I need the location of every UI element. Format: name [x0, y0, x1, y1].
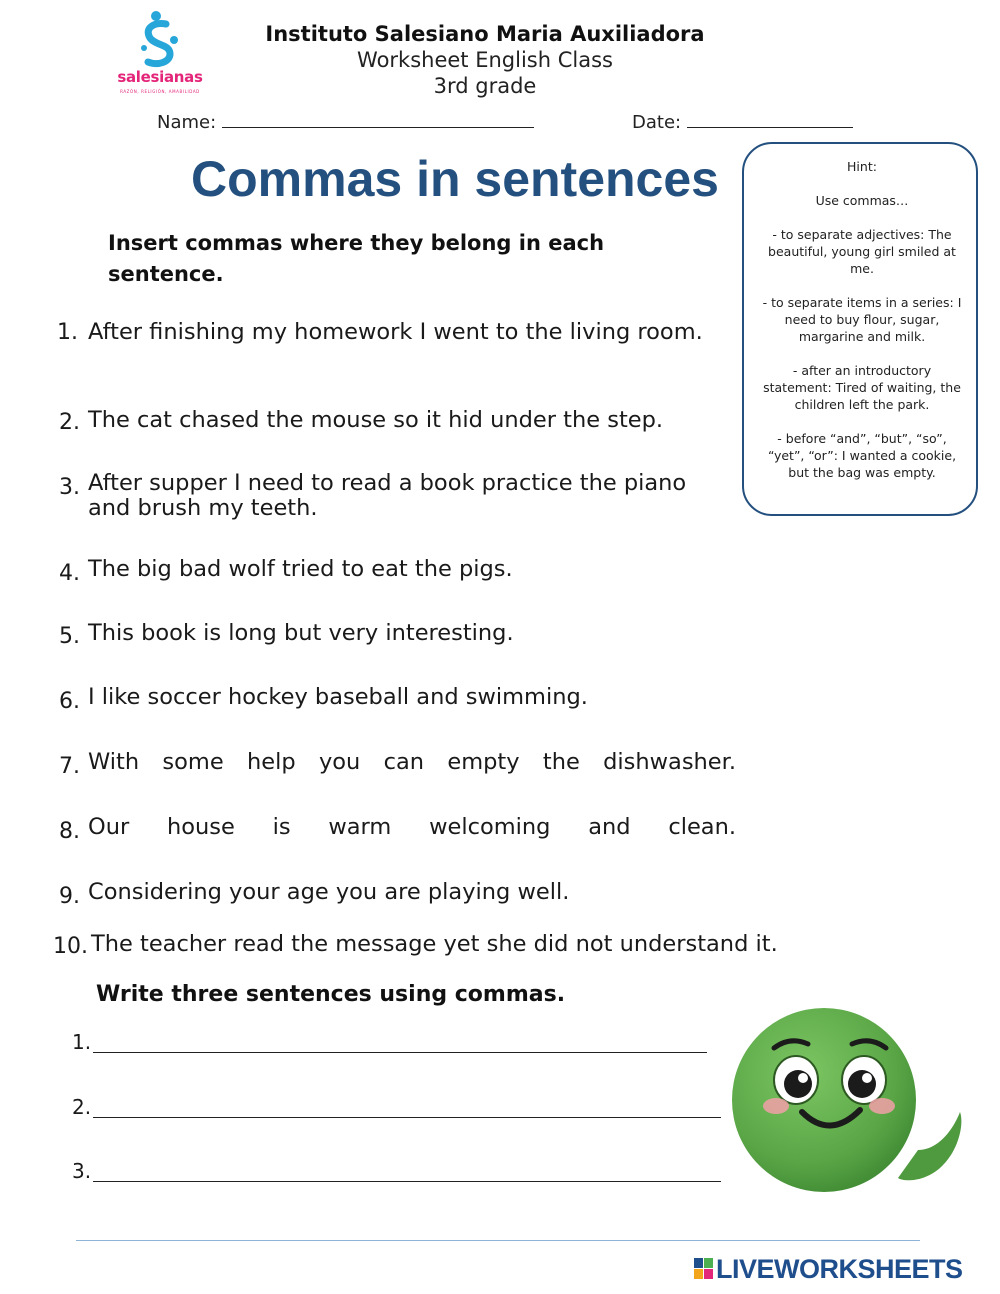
sentence-9[interactable]: Considering your age you are playing well. — [88, 879, 570, 905]
name-field — [157, 111, 534, 133]
liveworksheets-wordmark: LIVEWORKSHEETS — [716, 1254, 963, 1284]
sentence-number: 5. — [59, 624, 80, 649]
name-label: Name: — [157, 112, 217, 133]
sentence-number: 6. — [59, 689, 80, 714]
date-input-line[interactable] — [687, 111, 853, 128]
hint-box — [742, 142, 978, 516]
sentence-number: 4. — [59, 561, 80, 586]
salesianas-logo-icon — [136, 10, 184, 68]
write-line-1[interactable] — [93, 1052, 707, 1053]
instructions-insert-commas: Insert commas where they belong in each sentence. — [108, 231, 605, 286]
sentence-1[interactable]: After finishing my homework I went to the living room. — [88, 319, 703, 345]
sentence-8[interactable]: Our house is warm welcoming and clean. — [88, 814, 736, 840]
sentence-number: 3. — [59, 475, 80, 500]
sentence-3[interactable]: After supper I need to read a book practice the piano and brush my teeth. — [88, 470, 687, 521]
sentence-number: 7. — [59, 754, 80, 779]
school-logo — [108, 10, 212, 96]
footer-divider — [76, 1240, 920, 1241]
liveworksheets-logo-icon — [694, 1258, 714, 1280]
write-line-2[interactable] — [93, 1117, 721, 1118]
sentence-number: 10. — [53, 934, 88, 959]
sentence-number: 1. — [57, 320, 78, 345]
page-title: Commas in sentences — [191, 151, 719, 207]
instructions-write-sentences: Write three sentences using commas. — [96, 982, 566, 1007]
write-line-number: 2. — [72, 1095, 92, 1119]
sentence-number: 9. — [59, 884, 80, 909]
date-label: Date: — [632, 112, 682, 133]
name-input-line[interactable] — [222, 111, 534, 128]
logo-brand: salesianas — [117, 68, 203, 86]
sentence-number: 2. — [59, 410, 80, 435]
write-line-number: 1. — [72, 1030, 92, 1054]
hint-text: Hint: Use commas… - to separate adjectives: The beautiful, young girl smiled at me. - to separate items in a series: I need to buy flour, sugar, margarine and milk. - after an introductory statement: Tired of waiting, the children left the park. - before “and”, “but”, “so”, “yet”, “or”: I wanted a cookie, but the bag was empty. — [762, 159, 962, 480]
sentence-number: 8. — [59, 819, 80, 844]
date-field — [632, 111, 853, 133]
green-comma-mascot-icon — [728, 1000, 968, 1210]
sentence-4[interactable]: The big bad wolf tried to eat the pigs. — [88, 556, 513, 582]
sentence-5[interactable]: This book is long but very interesting. — [88, 620, 514, 646]
write-line-number: 3. — [72, 1159, 92, 1183]
sentence-7[interactable]: With some help you can empty the dishwasher. — [88, 749, 736, 775]
school-name: Instituto Salesiano Maria Auxiliadora — [265, 22, 705, 46]
worksheet-subtitle: Worksheet English Class — [357, 48, 613, 72]
sentence-10[interactable]: The teacher read the message yet she did not understand it. — [91, 931, 778, 957]
sentence-6[interactable]: I like soccer hockey baseball and swimming. — [88, 684, 588, 710]
grade-level: 3rd grade — [433, 74, 537, 98]
write-line-3[interactable] — [93, 1181, 721, 1182]
logo-tagline: RAZÓN, RELIGIÓN, AMABILIDAD — [120, 89, 200, 94]
sentence-2[interactable]: The cat chased the mouse so it hid under the step. — [88, 407, 664, 433]
